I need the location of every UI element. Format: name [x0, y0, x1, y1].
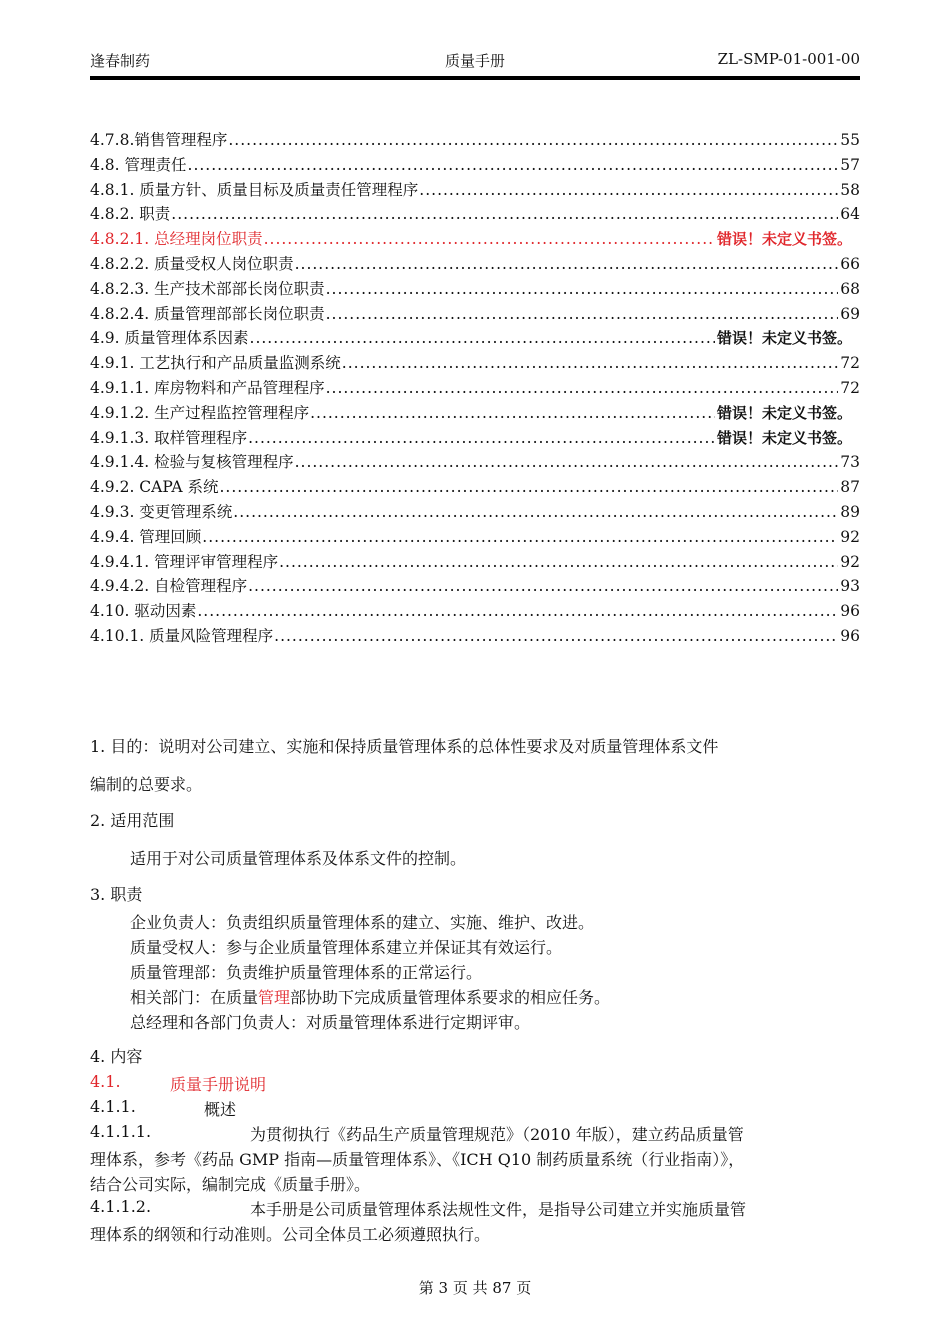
toc-entry-page: 64	[840, 205, 860, 224]
duty-item-text: 相关部门：在质量	[130, 988, 259, 1007]
toc-entry-title: 4.10. 驱动因素	[90, 602, 197, 621]
toc-entry[interactable]	[90, 202, 860, 227]
toc-leader-dots	[228, 131, 838, 149]
content-heading: 4. 内容	[90, 1047, 143, 1066]
toc-entry-title: 4.9.1.4. 检验与复核管理程序	[90, 453, 294, 472]
toc-entry-page: 错误！未定义书签。	[716, 230, 852, 249]
section-4-1-number: 4.1.	[90, 1072, 121, 1091]
scope-heading: 2. 适用范围	[90, 811, 175, 830]
section-4-1-1-2-number: 4.1.1.2.	[90, 1197, 152, 1216]
section-4-1-1-title: 概述	[204, 1100, 237, 1119]
toc-leader-dots	[202, 528, 838, 546]
toc-leader-dots	[326, 280, 839, 298]
toc-leader-dots	[326, 305, 839, 323]
toc-entry-title: 4.9.1.2. 生产过程监控管理程序	[90, 403, 310, 422]
toc-entry-title: 4.9.2. CAPA 系统	[90, 478, 219, 497]
duty-item: 总经理和各部门负责人：对质量管理体系进行定期评审。	[130, 1013, 531, 1032]
toc-leader-dots	[295, 255, 839, 273]
toc-leader-dots	[419, 181, 838, 199]
toc-leader-dots	[250, 329, 715, 347]
toc-entry[interactable]	[90, 252, 860, 277]
toc-entry-title: 4.9.4.1. 管理评审管理程序	[90, 552, 279, 571]
toc-entry-title: 4.9.4.2. 自检管理程序	[90, 577, 248, 596]
toc-entry[interactable]	[90, 326, 860, 351]
toc-entry-page: 68	[840, 279, 860, 298]
toc-entry-page: 69	[840, 304, 860, 323]
toc-entry[interactable]	[90, 574, 860, 599]
purpose-line-1: 1. 目的：说明对公司建立、实施和保持质量管理体系的总体性要求及对质量管理体系文件	[90, 737, 719, 756]
toc-entry-page: 96	[840, 626, 860, 645]
paragraph-line: 结合公司实际，编制完成《质量手册》。	[90, 1175, 371, 1194]
toc-entry-page: 错误！未定义书签。	[716, 329, 852, 348]
toc-entry-title: 4.9.1.3. 取样管理程序	[90, 428, 248, 447]
toc-entry[interactable]	[90, 227, 860, 252]
scope-body: 适用于对公司质量管理体系及体系文件的控制。	[130, 849, 467, 868]
toc-leader-dots	[248, 429, 715, 447]
toc-entry-title: 4.8.1. 质量方针、质量目标及质量责任管理程序	[90, 180, 419, 199]
duty-item-text: 部协助下完成质量管理体系要求的相应任务。	[290, 988, 611, 1007]
toc-entry-title: 4.8.2. 职责	[90, 205, 171, 224]
toc-entry[interactable]	[90, 624, 860, 649]
toc-entry-title: 4.8.2.2. 质量受权人岗位职责	[90, 254, 294, 273]
header-doc-number: ZL-SMP-01-001-00	[717, 50, 860, 68]
paragraph-line: 为贯彻执行《药品生产质量管理规范》（2010 年版），建立药品质量管	[250, 1125, 744, 1144]
toc-entry-page: 73	[840, 453, 860, 472]
header-rule	[90, 76, 860, 80]
paragraph-line: 理体系的纲领和行动准则。公司全体员工必须遵照执行。	[90, 1225, 491, 1244]
toc-entry-page: 96	[840, 602, 860, 621]
toc-entry[interactable]	[90, 401, 860, 426]
toc-entry-title: 4.8.2.4. 质量管理部部长岗位职责	[90, 304, 325, 323]
toc-leader-dots	[248, 577, 838, 595]
toc-entry-page: 错误！未定义书签。	[716, 428, 852, 447]
toc-entry-title: 4.8.2.3. 生产技术部部长岗位职责	[90, 279, 325, 298]
toc-entry[interactable]	[90, 475, 860, 500]
toc-entry-page: 87	[840, 478, 860, 497]
toc-entry-page: 92	[840, 527, 860, 546]
header-company: 逢春制药	[90, 52, 151, 70]
toc-entry[interactable]	[90, 302, 860, 327]
toc-entry[interactable]	[90, 178, 860, 203]
purpose-line-2: 编制的总要求。	[90, 775, 203, 794]
toc-leader-dots	[342, 354, 838, 372]
toc-entry-page: 92	[840, 552, 860, 571]
toc-entry[interactable]	[90, 376, 860, 401]
toc-leader-dots	[295, 453, 839, 471]
duty-item: 质量受权人：参与企业质量管理体系建立并保证其有效运行。	[130, 938, 563, 957]
toc-entry-page: 57	[840, 155, 860, 174]
toc-entry[interactable]	[90, 153, 860, 178]
toc-entry-title: 4.8.2.1. 总经理岗位职责	[90, 230, 263, 249]
duty-item	[130, 985, 610, 1008]
toc-entry-page: 72	[840, 378, 860, 397]
toc-entry[interactable]	[90, 500, 860, 525]
toc-entry-title: 4.8. 管理责任	[90, 155, 187, 174]
table-of-contents	[90, 128, 860, 649]
toc-entry-page: 错误！未定义书签。	[716, 403, 852, 422]
toc-entry[interactable]	[90, 450, 860, 475]
toc-entry-page: 72	[840, 354, 860, 373]
page-footer: 第 3 页 共 87 页	[418, 1279, 532, 1297]
section-4-1-1-1-number: 4.1.1.1.	[90, 1122, 152, 1141]
toc-entry[interactable]	[90, 128, 860, 153]
toc-entry-page: 58	[840, 180, 860, 199]
toc-leader-dots	[197, 602, 838, 620]
header-title: 质量手册	[444, 52, 505, 70]
toc-leader-dots	[188, 156, 839, 174]
toc-leader-dots	[219, 478, 838, 496]
toc-entry[interactable]	[90, 351, 860, 376]
toc-entry-page: 93	[840, 577, 860, 596]
paragraph-line: 本手册是公司质量管理体系法规性文件，是指导公司建立并实施质量管	[250, 1200, 747, 1219]
toc-entry-page: 89	[840, 502, 860, 521]
toc-entry-page: 66	[840, 254, 860, 273]
section-4-1-1-number: 4.1.1.	[90, 1097, 136, 1116]
toc-leader-dots	[274, 627, 838, 645]
toc-leader-dots	[326, 379, 839, 397]
toc-leader-dots	[264, 230, 715, 248]
toc-entry[interactable]	[90, 550, 860, 575]
toc-leader-dots	[233, 503, 838, 521]
duty-item-highlight: 管理	[258, 988, 291, 1007]
section-4-1-title: 质量手册说明	[170, 1075, 267, 1094]
toc-entry-title: 4.9.1.1. 库房物料和产品管理程序	[90, 378, 325, 397]
paragraph-line: 理体系，参考《药品 GMP 指南—质量管理体系》、《ICH Q10 制药质量系统（行业指南）》，	[90, 1150, 745, 1169]
toc-leader-dots	[310, 404, 715, 422]
toc-entry[interactable]	[90, 525, 860, 550]
toc-entry-page: 55	[840, 131, 860, 149]
toc-entry-title: 4.10.1. 质量风险管理程序	[90, 626, 274, 645]
toc-entry-title: 4.9.3. 变更管理系统	[90, 502, 233, 521]
toc-entry[interactable]	[90, 599, 860, 624]
duties-heading: 3. 职责	[90, 885, 143, 904]
duty-item: 企业负责人：负责组织质量管理体系的建立、实施、维护、改进。	[130, 913, 595, 932]
toc-entry-title: 4.9.1. 工艺执行和产品质量监测系统	[90, 354, 341, 373]
toc-leader-dots	[171, 205, 838, 223]
toc-entry-title: 4.7.8.销售管理程序	[90, 131, 228, 149]
toc-entry[interactable]	[90, 426, 860, 451]
duty-item: 质量管理部：负责维护质量管理体系的正常运行。	[130, 963, 483, 982]
toc-leader-dots	[279, 553, 838, 571]
toc-entry[interactable]	[90, 277, 860, 302]
toc-entry-title: 4.9.4. 管理回顾	[90, 527, 202, 546]
page-header	[90, 50, 860, 72]
toc-entry-title: 4.9. 质量管理体系因素	[90, 329, 249, 348]
